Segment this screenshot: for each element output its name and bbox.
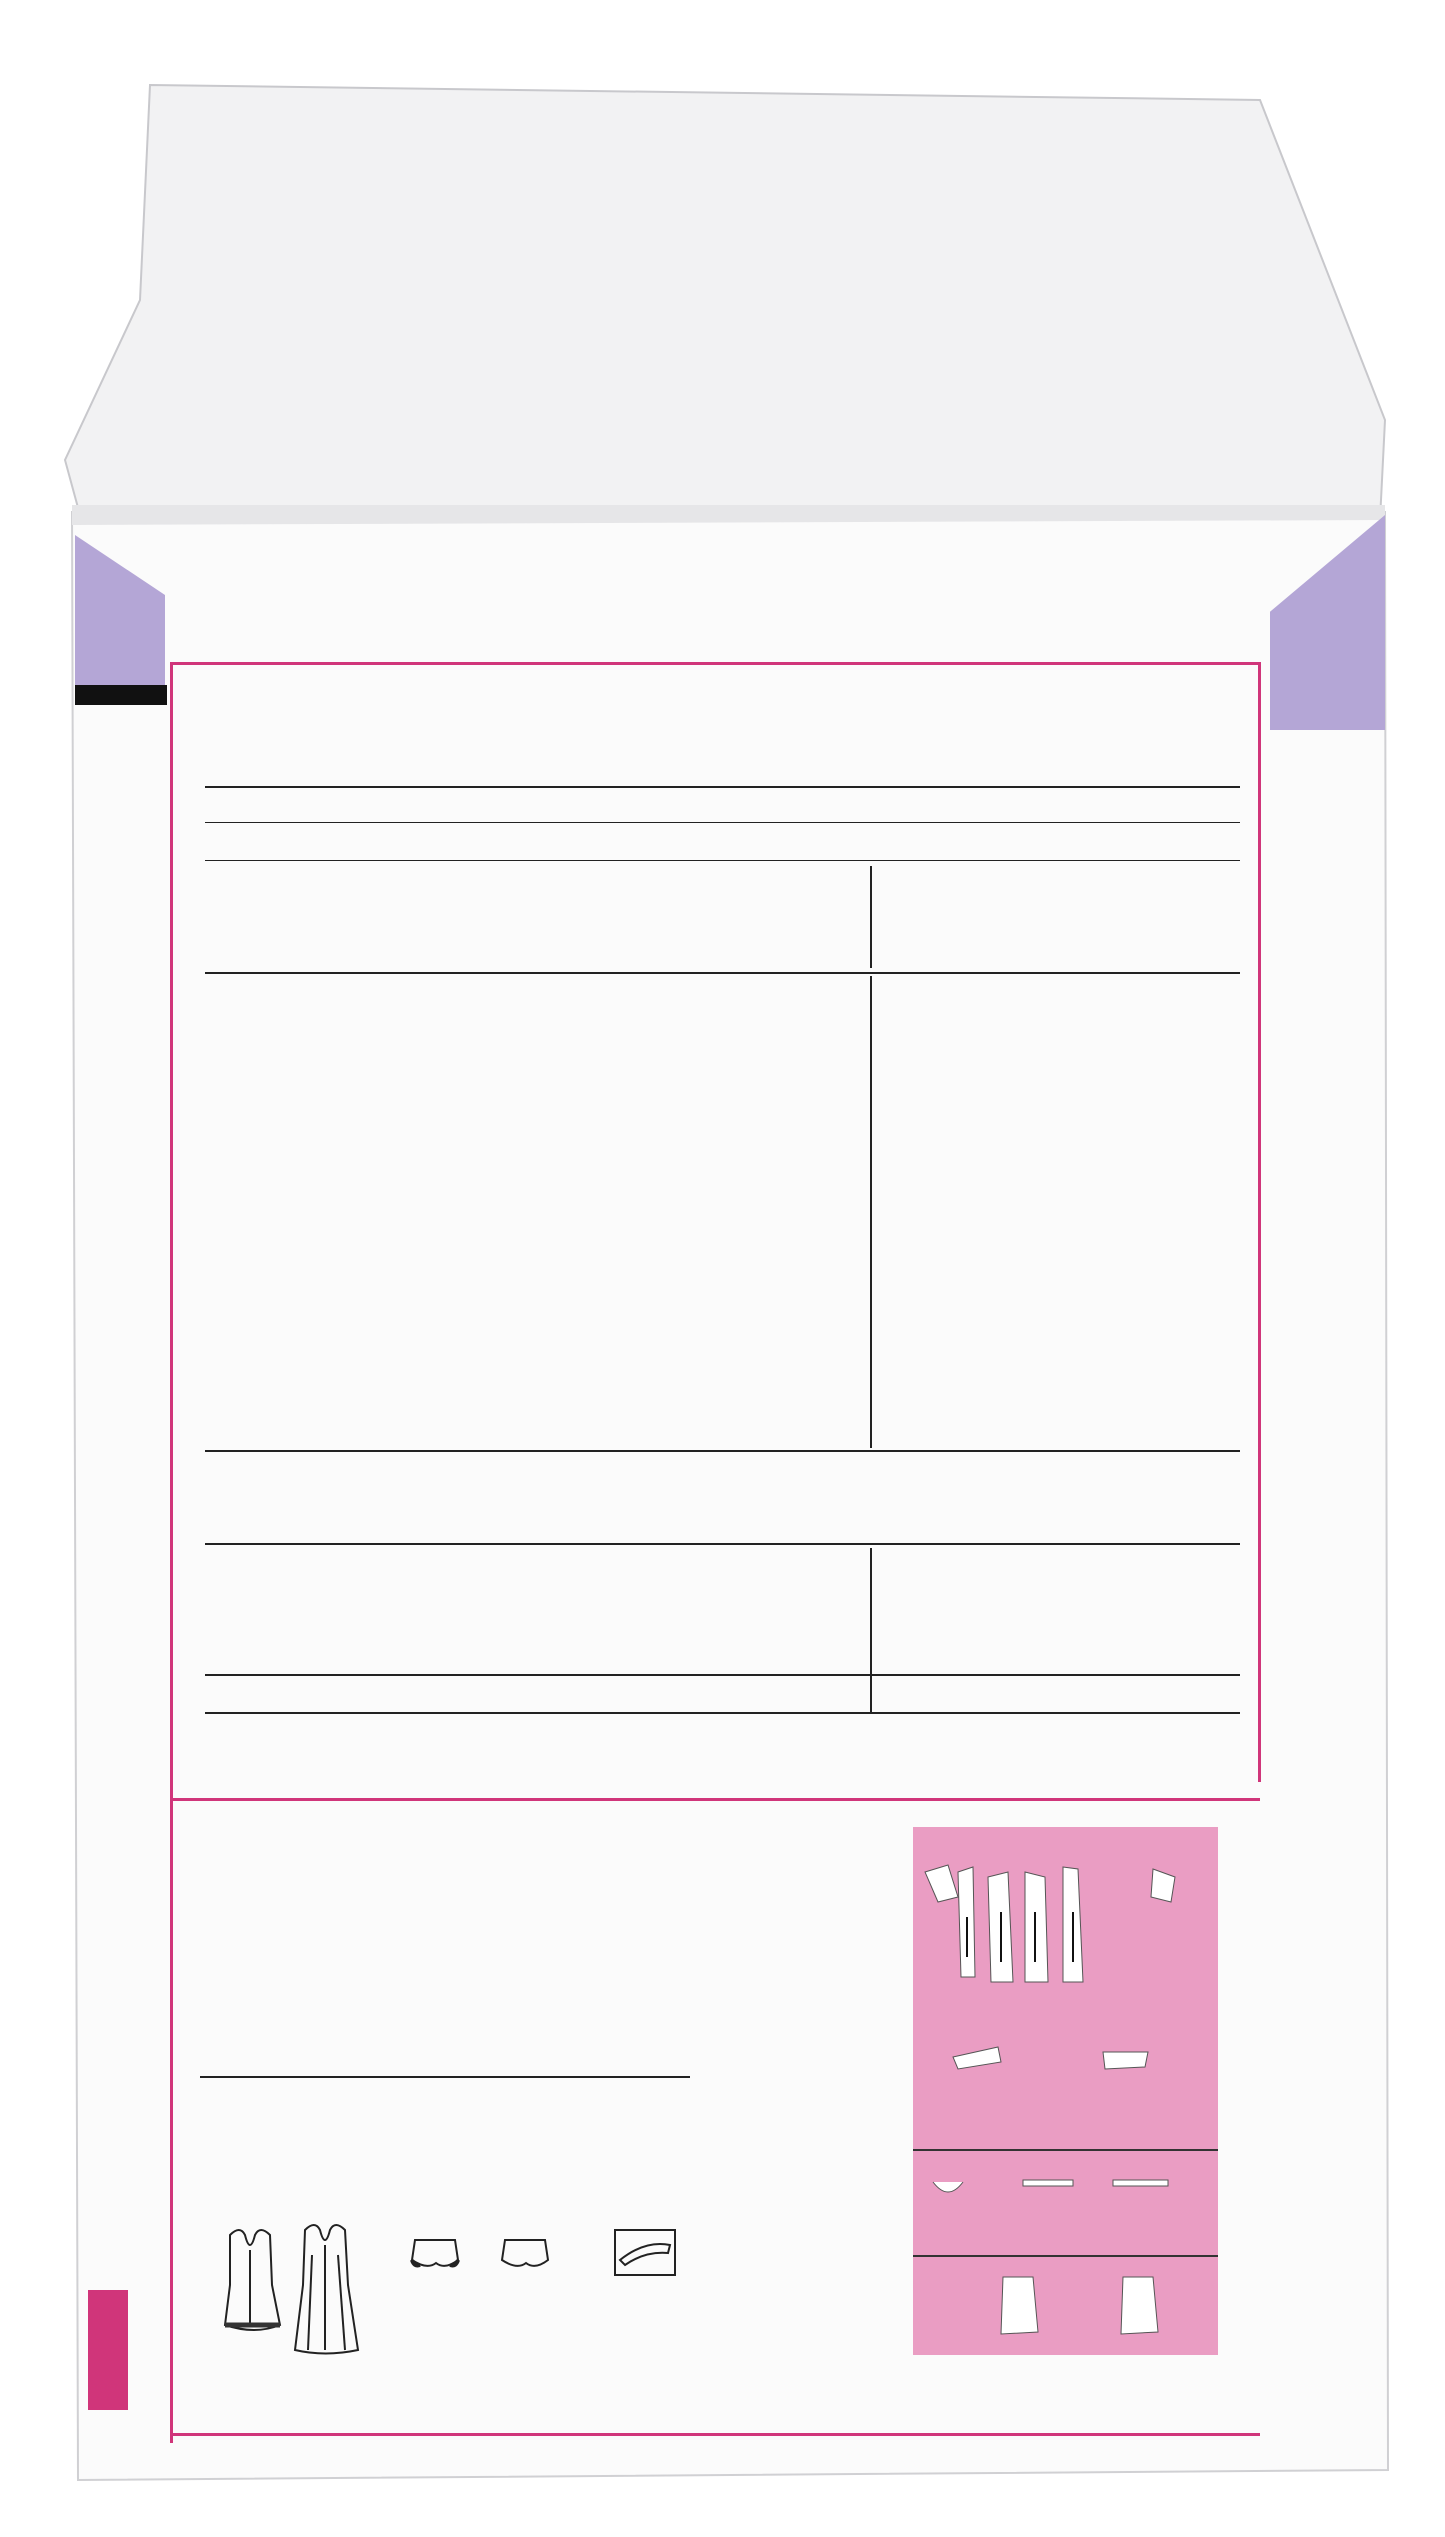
rule bbox=[205, 822, 1240, 823]
quick-measure-badge bbox=[88, 2290, 128, 2410]
visor-sketch bbox=[615, 2230, 675, 2275]
content-border-bottom bbox=[170, 2433, 1260, 2436]
left-black-bar bbox=[75, 685, 167, 705]
rule bbox=[200, 2076, 690, 2078]
rule bbox=[205, 1712, 1240, 1714]
rule bbox=[205, 1543, 1240, 1545]
rule bbox=[205, 786, 1240, 788]
chart-divider bbox=[913, 2255, 1218, 2257]
rule bbox=[205, 860, 1240, 861]
rule bbox=[205, 1450, 1240, 1452]
dress-view-1-sketch bbox=[295, 2225, 358, 2354]
section-divider bbox=[170, 1798, 1260, 1801]
panties-back-sketch bbox=[412, 2240, 458, 2266]
chart-divider bbox=[913, 2149, 1218, 2151]
panties-front-sketch bbox=[502, 2240, 548, 2266]
rule bbox=[205, 1674, 1240, 1676]
rule bbox=[205, 972, 1240, 974]
publisher-info bbox=[1280, 1220, 1370, 2270]
view-sketches bbox=[200, 2215, 700, 2360]
pattern-pieces-chart bbox=[913, 1827, 1218, 2355]
content-border-right bbox=[1258, 662, 1261, 1782]
panties-pieces-sketch bbox=[993, 2272, 1193, 2352]
dress-view-2-sketch bbox=[225, 2230, 280, 2330]
column-divider bbox=[870, 1548, 872, 1714]
column-divider bbox=[870, 976, 872, 1448]
dress-pieces-sketch bbox=[913, 1857, 1218, 2127]
visor-pieces-sketch bbox=[913, 2172, 1218, 2217]
column-divider bbox=[870, 866, 872, 968]
quick-measure-ruler bbox=[93, 722, 165, 2262]
